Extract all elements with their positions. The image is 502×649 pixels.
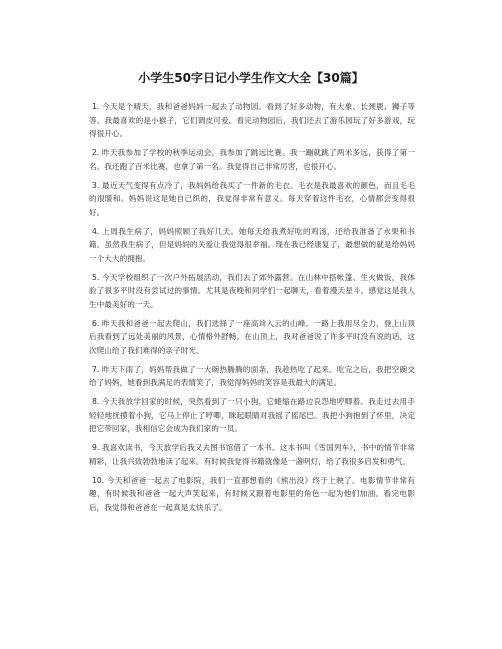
- diary-entry-1: 1. 今天是个晴天，我和爸爸妈妈一起去了动物园。看到了好多动物，有大象、长颈鹿、狮子等等。我最喜欢的是小猴子，它们调皮可爱。看完动物园后，我们还去了游乐园玩了好多游戏，玩得很开心。: [89, 102, 415, 138]
- diary-entry-10: 10. 今天和爸爸一起去了电影院，我们一直都想看的《熊出没》终于上映了。电影情节非常有趣，有时候我和爸爸一起大声笑起来，有时候又跟着电影里的角色一起为他们加油。看完电影后，我觉得和爸爸在一起真是太快乐了。: [89, 475, 415, 512]
- diary-entry-4: 4. 上周我生病了，妈妈照顾了我好几天。她每天给我煮好吃的鸡汤，还给我准备了水果和书籍。虽然我生病了，但是妈妈的关爱让我觉得很幸福。现在我已经康复了，最想做的就是给妈妈一个大大的拥抱。: [89, 226, 415, 263]
- diary-entry-2: 2. 昨天我参加了学校的秋季运动会，我参加了跳远比赛。我一蹦就跳了两米多远，获得了第一名。我还跑了百米比赛，也拿了第一名。我觉得自己非常厉害，也很开心。: [89, 148, 415, 171]
- diary-entry-6: 6. 昨天我和爸爸一起去爬山，我们选择了一座高耸入云的山峰。一路上我用尽全力，登上山顶后我看到了远处美丽的风景，心情格外舒畅。在山顶上，我对爸爸说了许多平时没有说的话，这次爬山给了我们难得的亲子时光。: [89, 318, 415, 355]
- diary-entry-3: 3. 最近天气变得有点冷了，我妈妈给我买了一件新的毛衣。毛衣是我最喜欢的颜色，而且毛毛的很暖和。妈妈说这是她自己织的，我觉得非常有意义。每天穿着这件毛衣，心情都会变得很好。: [89, 180, 415, 217]
- diary-entry-5: 5. 今天学校组织了一次户外拓展活动，我们去了郊外露营。在山林中搭帐篷、生火做饭，我体验了很多平时没有尝试过的事情。尤其是夜晚和同学们一起聊天，看着漫天星斗，感觉这是我人生中最美好的一天。: [89, 272, 415, 309]
- page-title: 小学生50字日记小学生作文大全【30篇】: [138, 71, 364, 85]
- document-body: [89, 100, 415, 520]
- diary-entry-7: 7. 昨天下雨了，妈妈帮我做了一大碗热腾腾的面条，我趁热吃了起来。吃完之后，我把空碗交给了妈妈，她看到我满足的表情笑了，我觉得妈妈的笑容是我最大的满足。: [89, 364, 415, 387]
- diary-entry-9: 9. 我喜欢读书，今天放学后我又去图书馆借了一本书。这本书叫《雪国列车》，书中的情节非常精彩，让我兴致勃勃地读了起来。有时候我觉得书籍就像是一盏明灯，给了我很多启发和勇气。: [89, 443, 415, 466]
- diary-entry-8: 8. 今天我放学回家的时候，突然看到了一只小狗，它蜷缩在路边哀怨地哼唧着。我走过去用手轻轻地抚摸着小狗，它马上停止了哼唧，眯起眼睛对我摇了摇尾巴。我把小狗抱到了怀里，决定把它带回家，我相信它会成为我们家的一员。: [89, 397, 415, 433]
